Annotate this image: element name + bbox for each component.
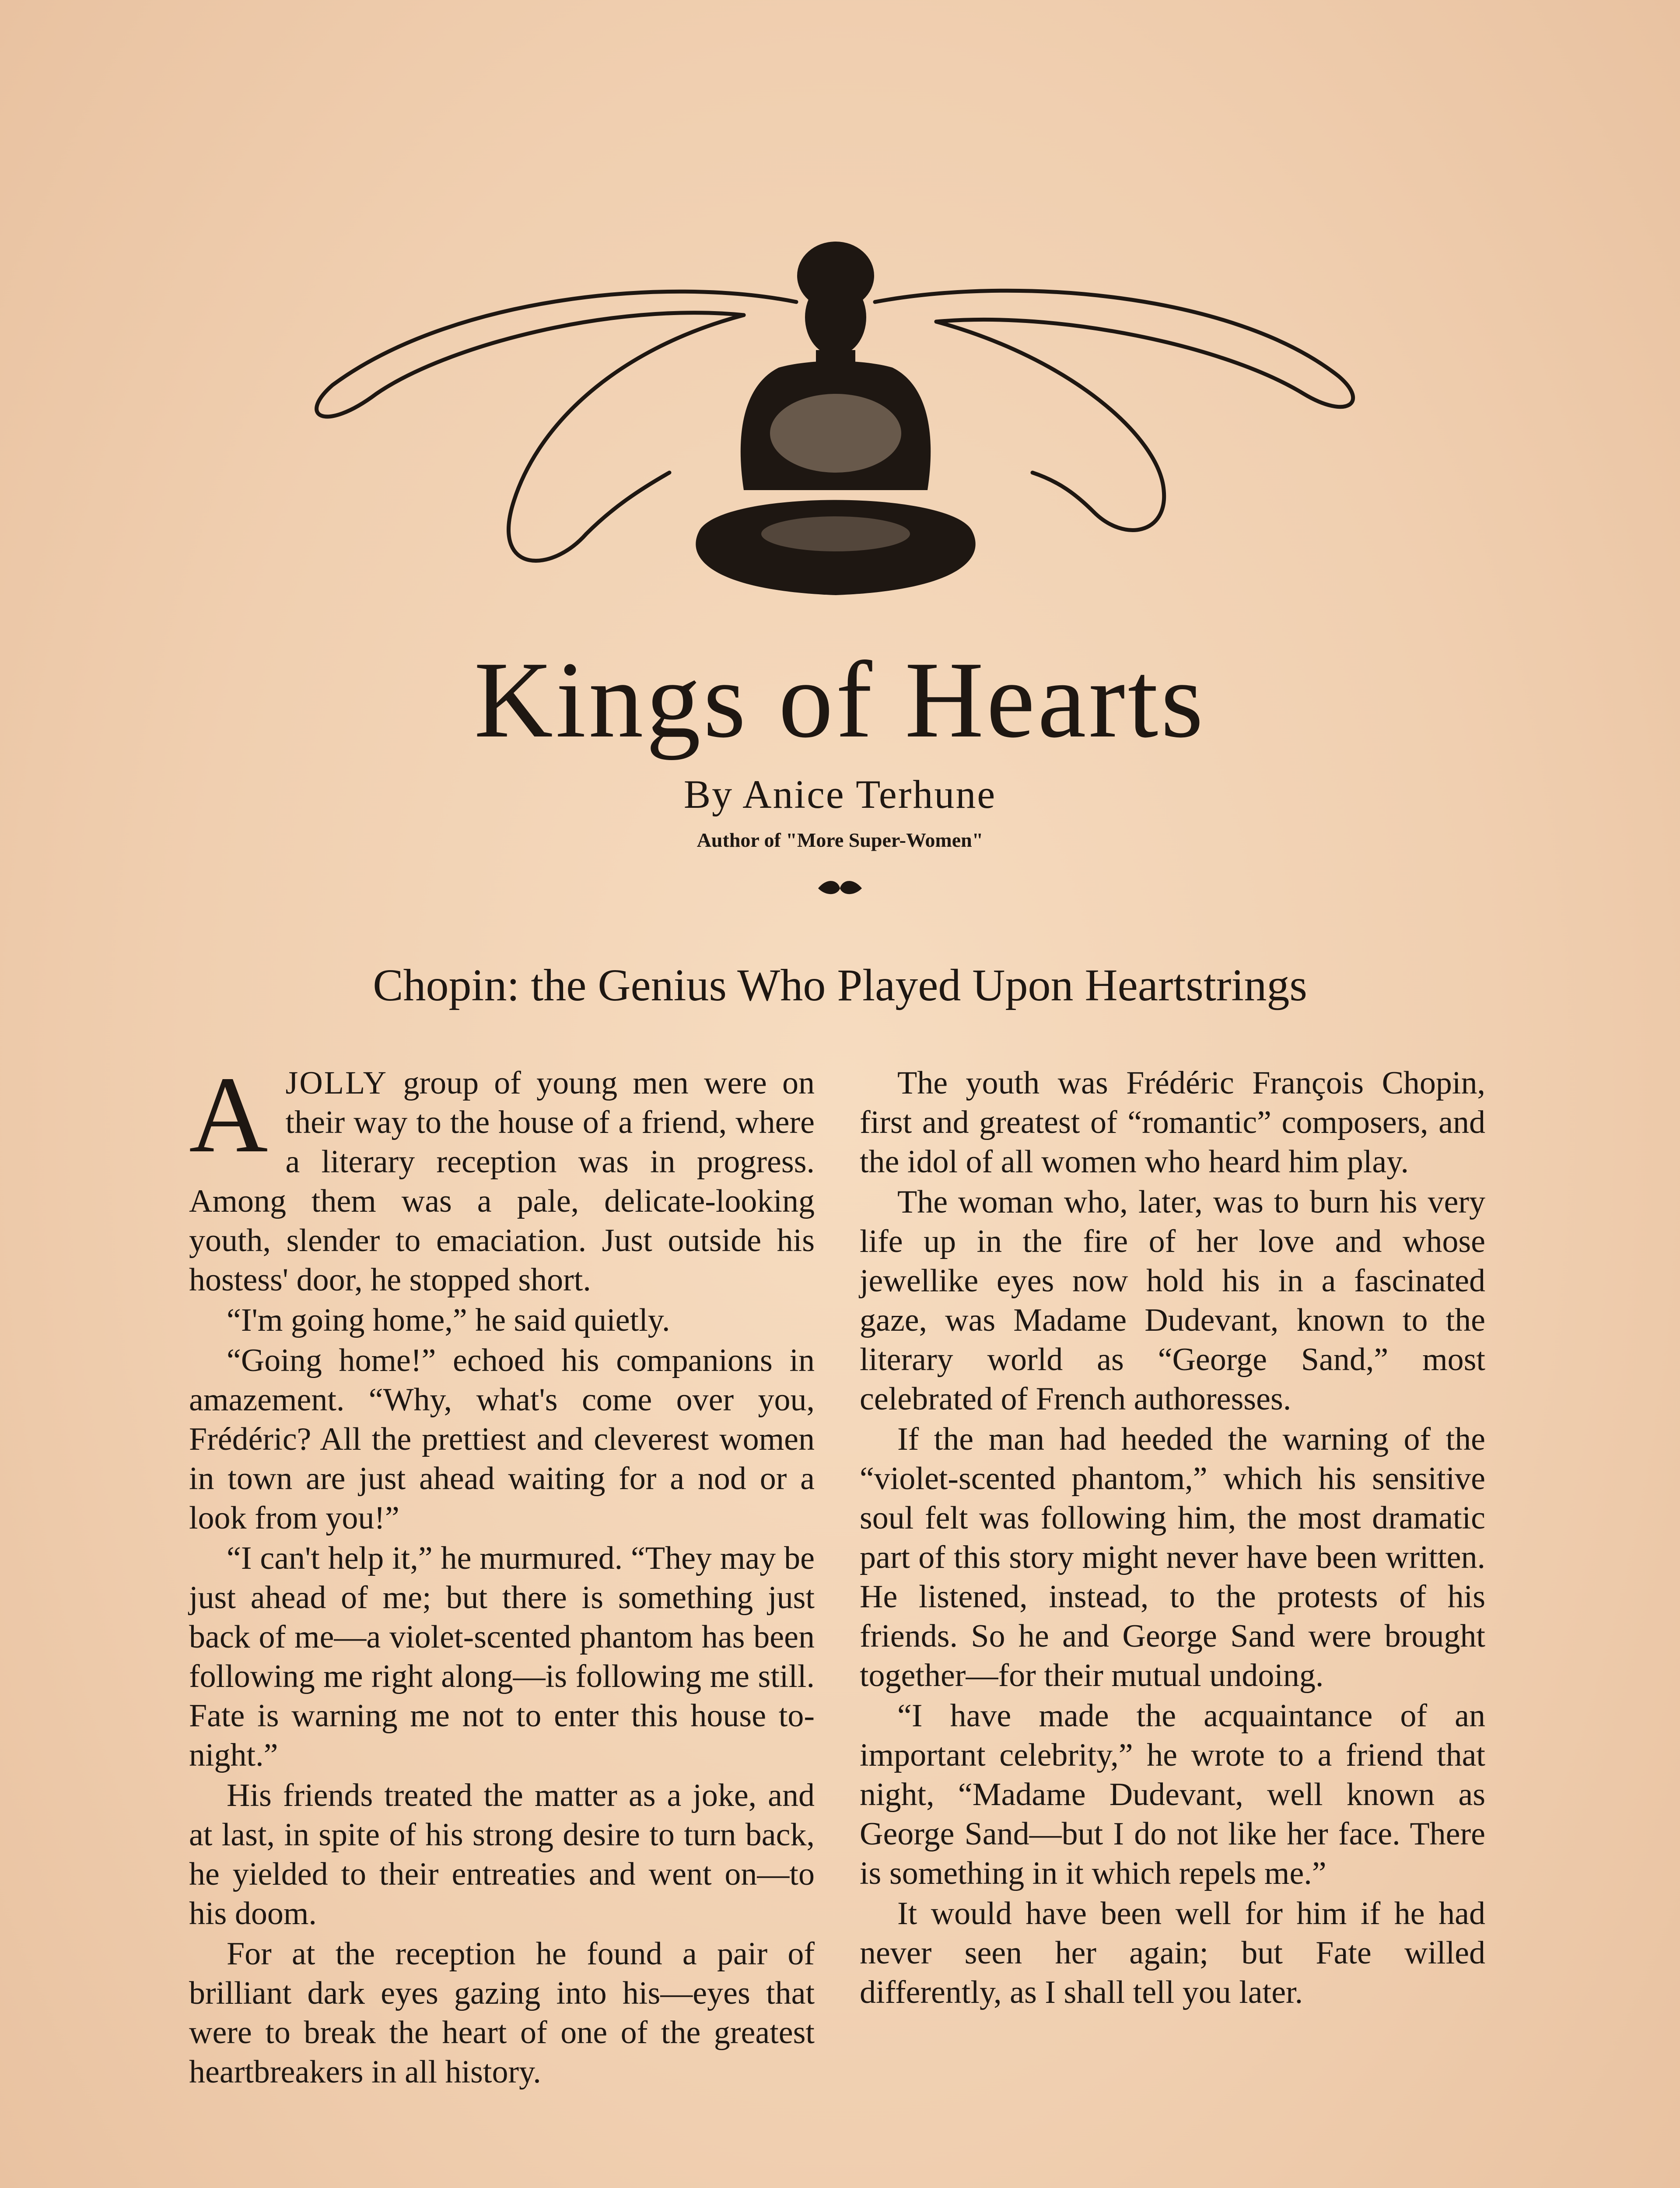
paragraph: It would have been well for him if he had never seen her again; but Fate willed differently, as I shall tell you later. [860, 1896, 1485, 2010]
author-credit: Author of "More Super-Women" [696, 829, 984, 851]
buddha-illustration [306, 228, 1365, 656]
paragraph: His friends treated the matter as a joke, and at last, in spite of his strong desire to turn back, he yielded to their entreaties and went on—to his doom. [189, 1778, 815, 1932]
paragraph: If the man had heeded the warning of the “violet-scented phantom,” which his sensitive soul felt was following him, the most dramatic part of this story might never have been written. He listened, instead, to the protests of his friends. So he and George Sand were brought together—for their mutual undoing. [860, 1421, 1485, 1694]
article-subtitle: Chopin: the Genius Who Played Upon Heartstrings [373, 960, 1307, 1011]
left-column [189, 1054, 815, 2092]
opening-text: group of young men were on their way to the house of a friend, where a literary reception was in progress. Among them was a pale, delicate-looking youth, slender to emaciation. Just outside his hostess' door, he stopped short. [189, 1065, 815, 1298]
right-column [860, 1063, 1485, 2012]
opening-paragraph [189, 1054, 815, 1300]
paragraph: “I can't help it,” he murmured. “They may be just ahead of me; but there is something just back of me—a violet-scented phantom has been following me right along—is following me still. Fate is warning me not to enter this house to-night.” [189, 1540, 815, 1773]
opening-caps: JOLLY [285, 1065, 388, 1101]
paragraph: The youth was Frédéric François Chopin, first and greatest of “romantic” composers, and the idol of all women who heard him play. [860, 1065, 1485, 1180]
drop-cap: A [189, 1054, 268, 1175]
byline: By Anice Terhune [683, 772, 997, 817]
article-title: Kings of Hearts [474, 639, 1206, 761]
fleuron-ornament [814, 875, 866, 901]
paragraph: The woman who, later, was to burn his very life up in the fire of her love and whose jewellike eyes now hold his in a fascinated gaze, was Madame Dudevant, known to the literary world as “George Sand,” most celebrated of French authoresses. [860, 1184, 1485, 1417]
paragraph: “I'm going home,” he said quietly. [227, 1302, 670, 1338]
paragraph: “I have made the acquaintance of an important celebrity,” he wrote to a friend that night, “Madame Dudevant, well known as George Sand—but I do not like her face. There is something in it which repels me.” [860, 1698, 1485, 1891]
paragraph: For at the reception he found a pair of brilliant dark eyes gazing into his—eyes that were to break the heart of one of the greatest heartbreakers in all history. [189, 1936, 815, 2090]
paragraph: “Going home!” echoed his companions in amazement. “Why, what's come over you, Frédéric? All the prettiest and cleverest women in town are just ahead waiting for a nod or a look from you!” [189, 1343, 815, 1536]
